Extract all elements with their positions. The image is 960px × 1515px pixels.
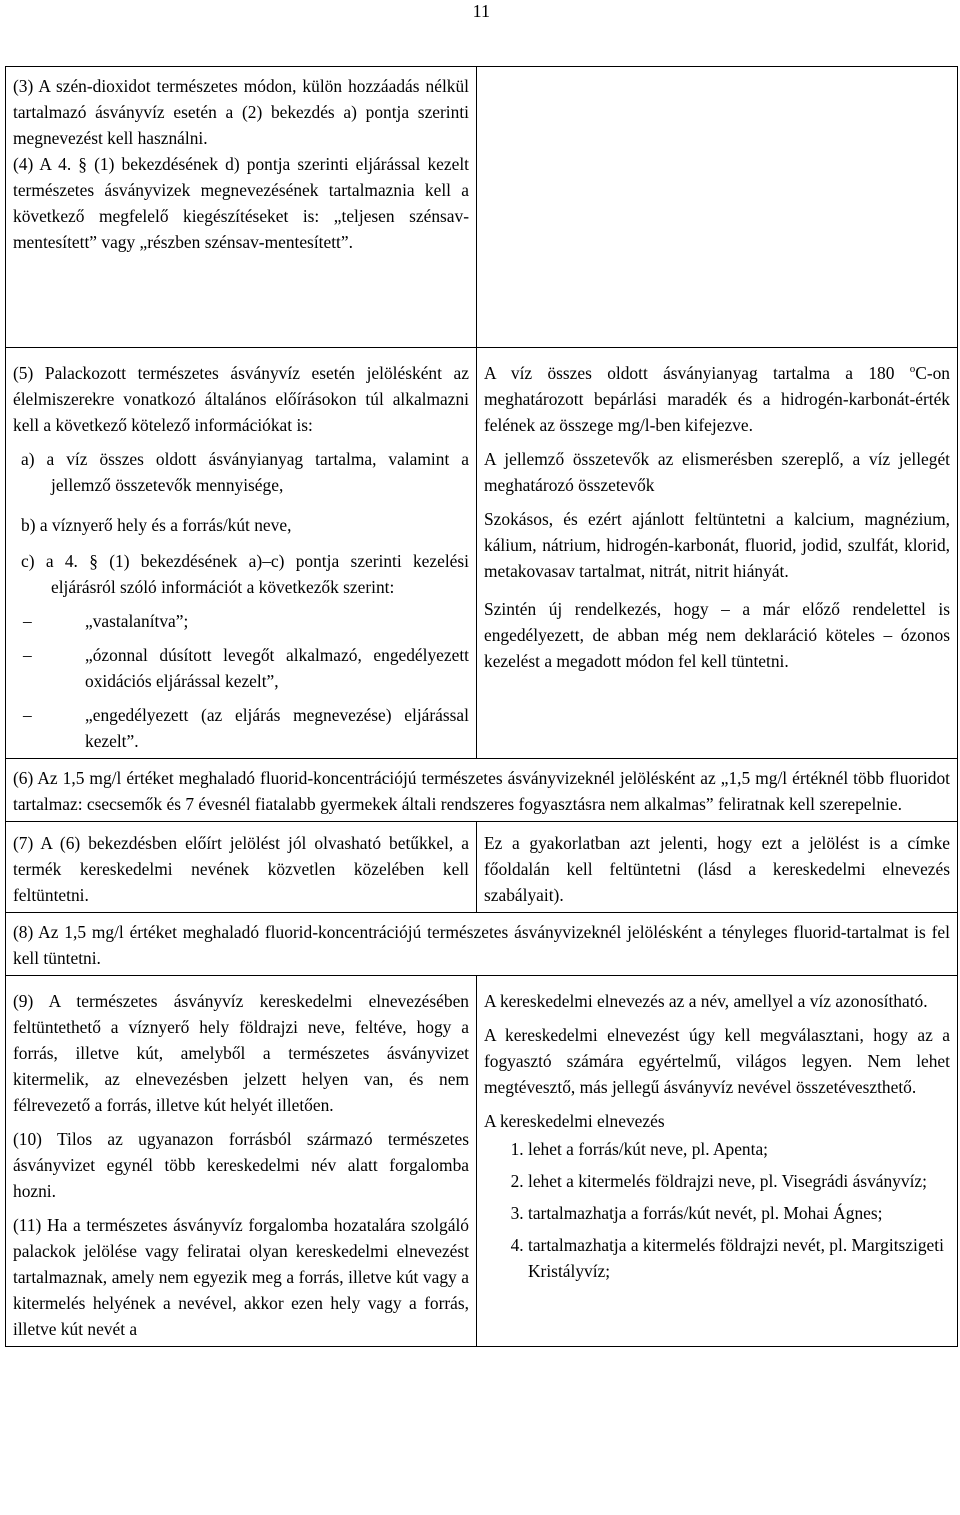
right-cell [477,822,958,913]
table-row [6,976,958,1347]
dash-marker: – [23,705,32,725]
comment-1 [484,360,950,438]
left-cell [6,822,477,913]
regulation-table [5,66,958,1347]
comment-3: Szokásos, és ezért ajánlott feltüntetni a kalcium, magnézium, kálium, nátrium, hidrogén-karbonát, fluorid, jodid, szulfát, klorid, metakovasav tartalmat, nitrát, nitrit hiányát. [484,509,950,581]
item-a: a) a víz összes oldott ásványianyag tartalma, valamint a jellemző összetevők mennyisége, [21,449,469,495]
list-item: 2. lehet a kitermelés földrajzi neve, pl. Visegrádi ásványvíz; [528,1168,950,1194]
comment-7: Ez a gyakorlatban azt jelenti, hogy ezt a jelölést is a címke főoldalán kell feltüntetni (lásd a kereskedelmi elnevezés szabályait). [484,833,950,905]
list-item: 3. tartalmazhatja a forrás/kút nevét, pl. Mohai Ágnes; [528,1200,950,1226]
paragraph-5: (5) Palackozott természetes ásványvíz esetén jelölésként az élelmiszerekre vonatkozó általános előírásokon túl alkalmazni kell a következő kötelező információkat is: [13,363,469,435]
list-item: 4. tartalmazhatja a kitermelés földrajzi nevét, pl. Margitszigeti Kristályvíz; [528,1232,950,1284]
paragraph-4: (4) A 4. § (1) bekezdésének d) pontja szerinti eljárással kezelt természetes ásványvizek megnevezésének tartalmaznia kell a következő megfelelő kiegészítéseket is: „teljesen szénsav-mentesített” vagy „részben szénsav-mentesített”. [13,154,469,252]
paragraph-9: (9) A természetes ásványvíz kereskedelmi elnevezésében feltüntethető a víznyerő hely földrajzi neve, feltéve, hogy a forrás, illetve kút, amelyből a természetes ásványvizet kitermelik, az elnevezésben jelzett helyen van, és nem félrevezető a forrás, illetve kút helyét illetően. [13,991,469,1115]
dash-marker: – [23,611,32,631]
comment-4: Szintén új rendelkezés, hogy – a már előző rendelettel is engedélyezett, de abban még nem deklaráció köteles – ózonos kezelést a megadott módon fel kell tüntetni. [484,599,950,671]
paragraph-10: (10) Tilos az ugyanazon forrásból származó természetes ásványvizet egynél több kereskedelmi név alatt forgalomba hozni. [13,1129,469,1201]
list-item: 1. lehet a forrás/kút neve, pl. Apenta; [528,1136,950,1162]
table-row [6,67,958,348]
dash-marker: – [23,645,32,665]
table-row [6,913,958,976]
table-row [6,348,958,759]
right-cell [477,348,958,759]
comment-1-text-cont: C-on meghatározott bepárlási maradék és a hidrogén-karbonát-érték felének az összege mg/l-ben kifejezve. [484,363,950,435]
dash-item-2 [13,642,469,694]
item-c: c) a 4. § (1) bekezdésének a)–c) pontja szerinti kezelési eljárásról szóló információt a következők szerint: [21,551,469,597]
page-number: 11 [472,1,490,21]
table-row [6,822,958,913]
left-cell [6,976,477,1347]
left-cell [6,67,477,348]
dash-item-text: „engedélyezett (az eljárás megnevezése) eljárással kezelt”. [85,705,469,751]
table-row [6,759,958,822]
full-cell [6,913,958,976]
trade-name-list [484,1136,950,1284]
right-cell [477,67,958,348]
dash-item-text: „vastalanítva”; [85,611,189,631]
left-cell [6,348,477,759]
dash-item-text: „ózonnal dúsított levegőt alkalmazó, engedélyezett oxidációs eljárással kezelt”, [85,645,469,691]
paragraph-6: (6) Az 1,5 mg/l értéket meghaladó fluorid-koncentrációjú természetes ásványvizeknél jelölésként az „1,5 mg/l értéknél több fluoridot tartalmaz: csecsemők és 7 évesnél fiatalabb gyermekek általi rendszeres fogyasztásra nem alkalmas” feliratnak kell szerepelnie. [13,768,950,814]
item-b: b) a víznyerő hely és a forrás/kút neve, [21,515,292,535]
comment-11-heading: A kereskedelmi elnevezés [484,1111,665,1131]
dash-item-3 [13,702,469,754]
paragraph-7: (7) A (6) bekezdésben előírt jelölést jól olvasható betűkkel, a termék kereskedelmi nevének közvetlen közelében kell feltüntetni. [13,833,469,905]
comment-2: A jellemző összetevők az elismerésben szereplő, a víz jellegét meghatározó összetevők [484,449,950,495]
dash-item-1 [13,608,469,634]
full-cell [6,759,958,822]
paragraph-8: (8) Az 1,5 mg/l értéket meghaladó fluorid-koncentrációjú természetes ásványvizeknél jelölésként a tényleges fluorid-tartalmat is fel kell tüntetni. [13,922,950,968]
comment-9: A kereskedelmi elnevezés az a név, amellyel a víz azonosítható. [484,991,928,1011]
comment-10: A kereskedelmi elnevezést úgy kell megválasztani, hogy az a fogyasztó számára egyértelmű, világos legyen. Nem lehet megtévesztő, más jellegű ásványvíz nevével összetéveszthető. [484,1025,950,1097]
degree-sup: o [909,363,916,376]
paragraph-11: (11) Ha a természetes ásványvíz forgalomba hozatalára szolgáló palackok jelölése vagy feliratai olyan kereskedelmi elnevezést tartalmaznak, amely nem egyezik meg a forrás, illetve kút vagy a kitermelés helyének a nevével, akkor ezen hely vagy a forrás, illetve kút nevét a [13,1215,469,1339]
paragraph-3: (3) A szén-dioxidot természetes módon, külön hozzáadás nélkül tartalmazó ásványvíz esetén a (2) bekezdés a) pontja szerinti megnevezést kell használni. [13,76,469,148]
comment-1-text: A víz összes oldott ásványianyag tartalma a 180 [484,363,910,383]
right-cell [477,976,958,1347]
